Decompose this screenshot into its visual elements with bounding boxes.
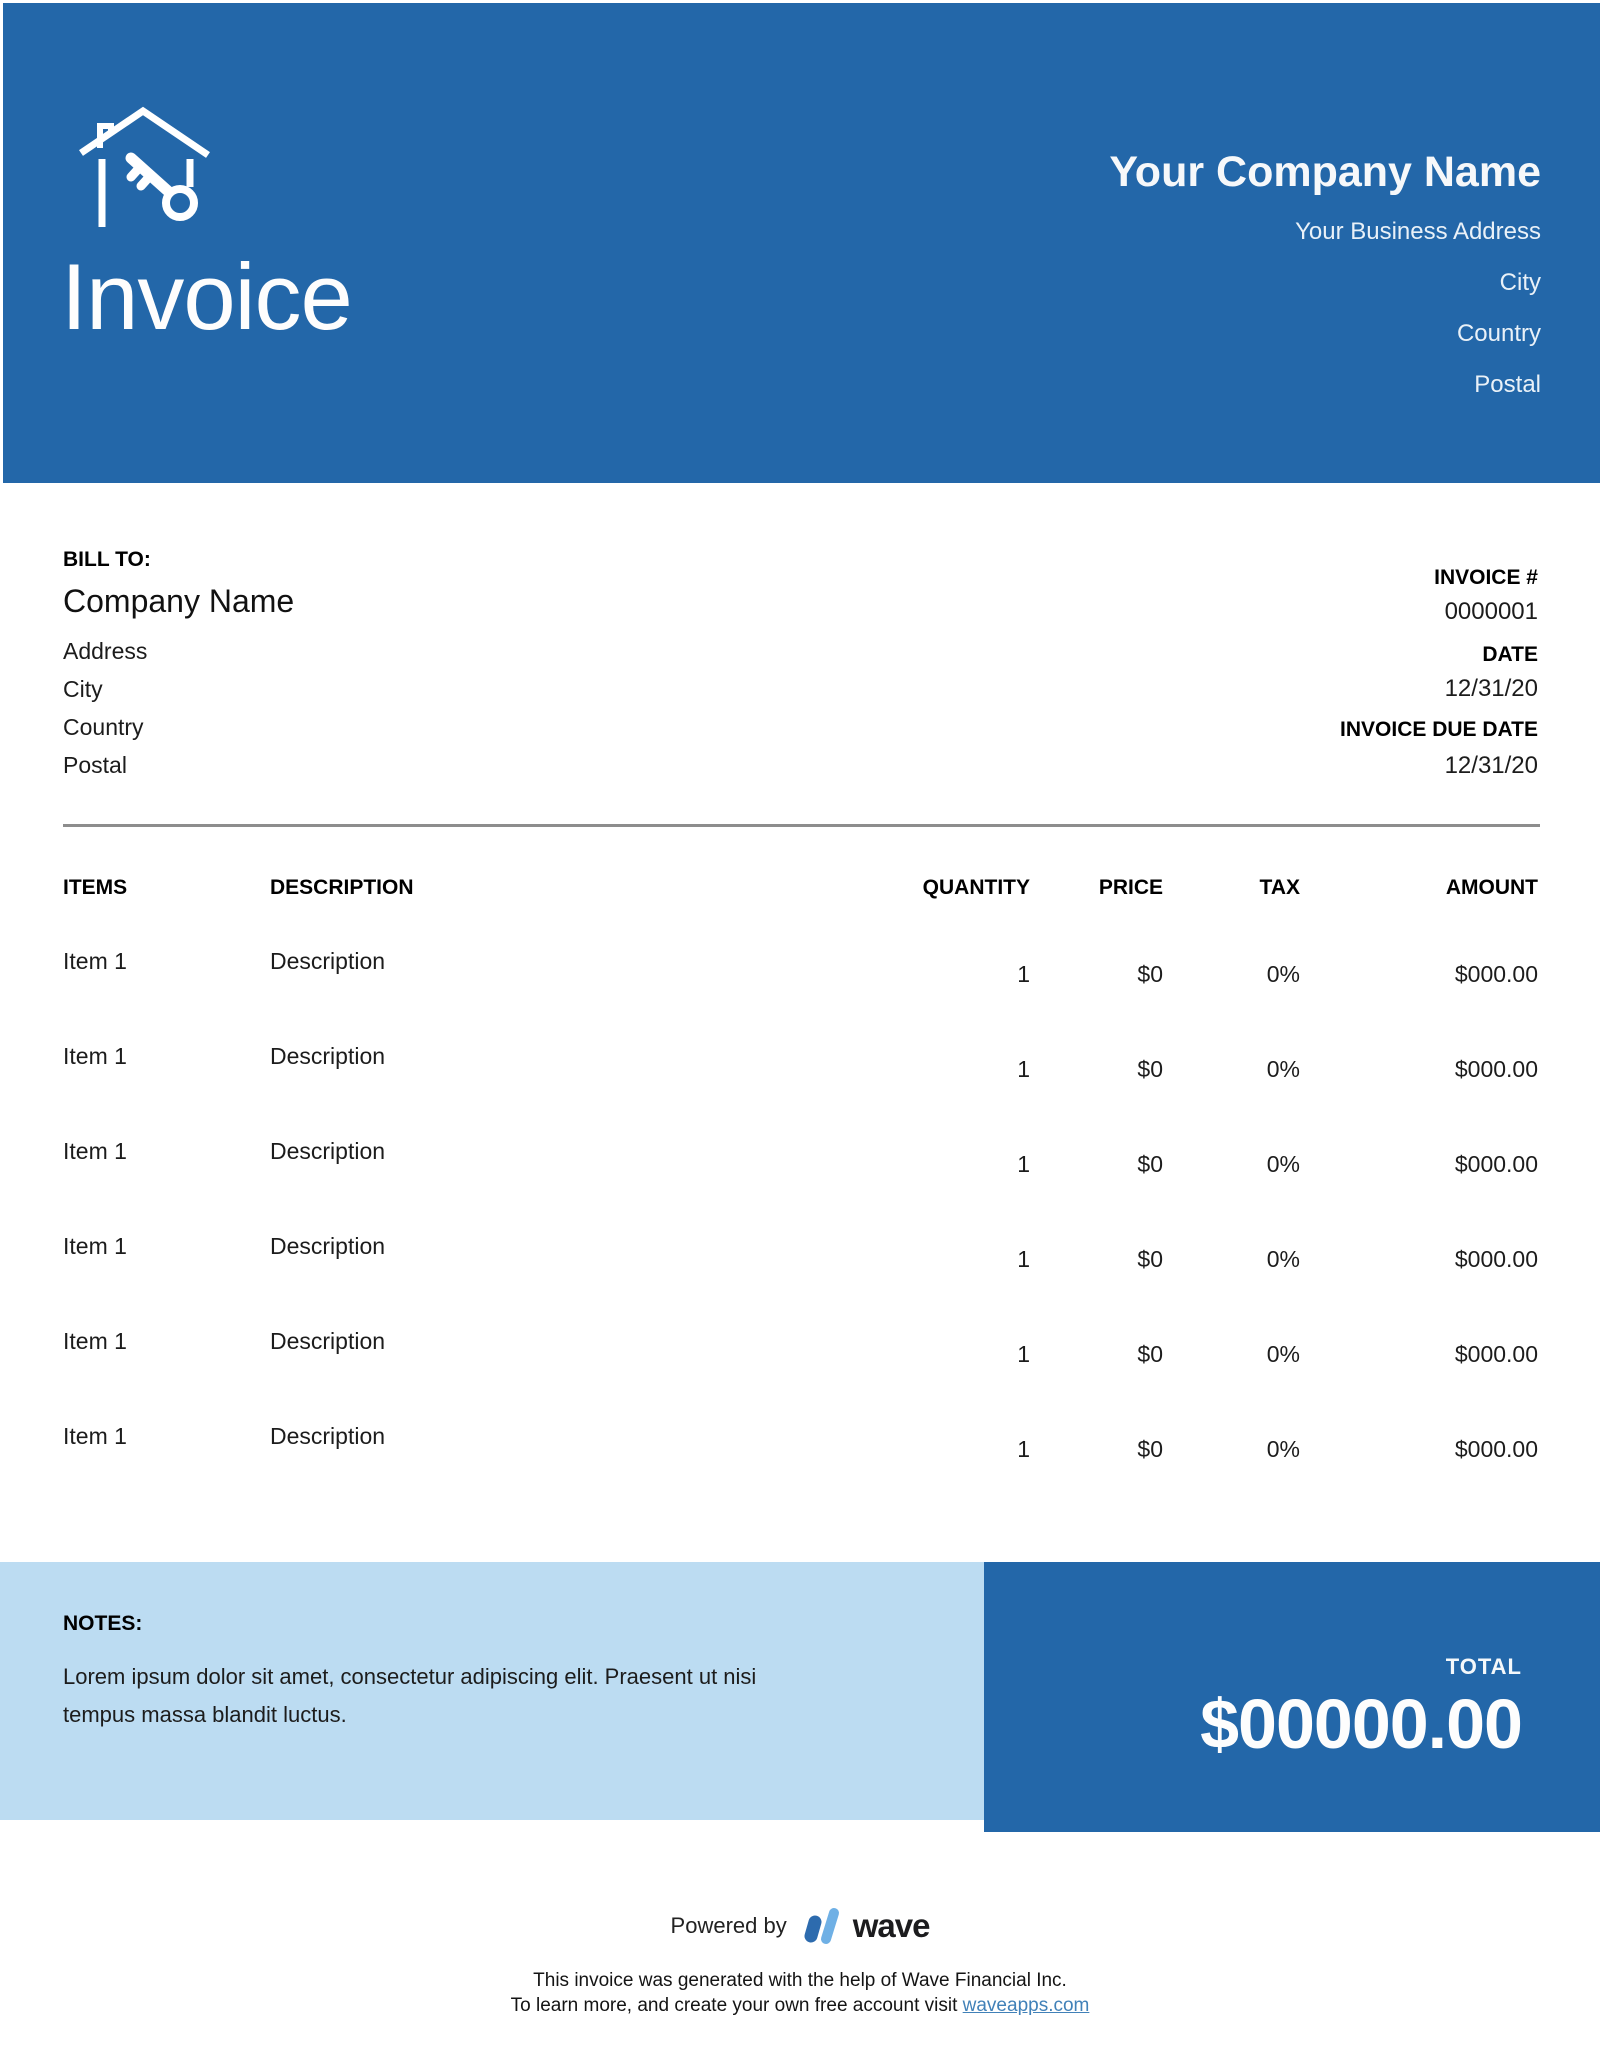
item-price-cell: $0 [1137,1341,1163,1367]
company-address-line: Country [1456,320,1541,347]
invoice-number-label: INVOICE # [1434,566,1538,589]
header-banner [3,3,1600,483]
column-header-price: PRICE [1098,876,1163,899]
bill-to-company: Company Name [63,583,295,619]
invoice-number-value: 0000001 [1444,598,1538,625]
item-name-cell: Item 1 [63,1043,127,1069]
item-description-cell: Description [270,1043,386,1069]
page-title: Invoice [61,244,352,349]
invoice-date-value: 12/31/20 [1444,675,1538,702]
wave-wordmark: wave [852,1907,930,1944]
total-panel [984,1562,1600,1832]
bill-to-address-line: Country [63,714,144,740]
column-header-items: ITEMS [63,876,128,899]
powered-by-text: Powered by [670,1913,787,1938]
bill-to-address-line: City [63,676,103,702]
table-row [0,1233,1600,1275]
item-amount-cell: $000.00 [1454,1246,1538,1272]
invoice-date-label: DATE [1482,643,1538,666]
item-price-cell: $0 [1137,1056,1163,1082]
column-header-amount: AMOUNT [1445,876,1538,899]
item-tax-cell: 0% [1266,961,1300,987]
item-name-cell: Item 1 [63,1233,127,1259]
item-price-cell: $0 [1137,1151,1163,1177]
notes-label: NOTES: [63,1612,143,1635]
item-name-cell: Item 1 [63,1423,127,1449]
footer-learn-more-prefix: To learn more, and create your own free account visit [510,1995,963,2016]
item-amount-cell: $000.00 [1454,1151,1538,1177]
item-amount-cell: $000.00 [1454,1436,1538,1462]
item-quantity-cell: 1 [1017,961,1030,987]
item-quantity-cell: 1 [1017,1151,1030,1177]
table-row [0,1328,1600,1370]
notes-panel [0,1562,984,1820]
item-price-cell: $0 [1137,961,1163,987]
item-tax-cell: 0% [1266,1246,1300,1272]
item-quantity-cell: 1 [1017,1341,1030,1367]
item-description-cell: Description [270,1423,386,1449]
item-tax-cell: 0% [1266,1056,1300,1082]
total-label: TOTAL [1445,1654,1522,1679]
section-divider [63,824,1540,827]
bill-to-address-line: Postal [63,752,127,778]
bill-to-label: BILL TO: [63,548,151,571]
item-name-cell: Item 1 [63,948,127,974]
bill-to-address [63,632,147,784]
item-amount-cell: $000.00 [1454,961,1538,987]
item-price-cell: $0 [1137,1436,1163,1462]
table-row [0,948,1600,990]
company-address-line: Postal [1474,371,1541,398]
table-row [0,1423,1600,1465]
house-key-logo-icon [78,103,213,231]
item-price-cell: $0 [1137,1246,1163,1272]
column-header-description: DESCRIPTION [270,876,414,899]
invoice-due-date-value: 12/31/20 [1444,752,1538,779]
item-tax-cell: 0% [1266,1436,1300,1462]
table-row [0,1138,1600,1180]
item-name-cell: Item 1 [63,1138,127,1164]
item-name-cell: Item 1 [63,1328,127,1354]
table-row [0,1043,1600,1085]
item-quantity-cell: 1 [1017,1436,1030,1462]
item-description-cell: Description [270,1233,386,1259]
invoice-due-date-label: INVOICE DUE DATE [1340,718,1538,741]
company-address-line: City [1499,269,1541,296]
column-header-tax: TAX [1259,876,1300,899]
company-address-line: Your Business Address [1295,218,1541,245]
item-amount-cell: $000.00 [1454,1056,1538,1082]
company-address [1295,206,1541,410]
footer-generated-text: This invoice was generated with the help of Wave Financial Inc. [533,1970,1067,1991]
item-description-cell: Description [270,1328,386,1354]
item-tax-cell: 0% [1266,1151,1300,1177]
item-description-cell: Description [270,1138,386,1164]
item-description-cell: Description [270,948,386,974]
item-quantity-cell: 1 [1017,1246,1030,1272]
wave-logo-icon [799,1905,841,1947]
company-name: Your Company Name [1109,148,1541,196]
powered-by-row [0,1905,1600,1947]
waveapps-link[interactable]: waveapps.com [962,1995,1090,2016]
item-quantity-cell: 1 [1017,1056,1030,1082]
item-amount-cell: $000.00 [1454,1341,1538,1367]
footer-learn-more-text [0,1995,1600,2017]
bill-to-address-line: Address [63,638,148,664]
notes-text: Lorem ipsum dolor sit amet, consectetur adipiscing elit. Praesent ut nisi tempus massa blandit luctus. [63,1664,757,1727]
item-tax-cell: 0% [1266,1341,1300,1367]
column-header-quantity: QUANTITY [922,876,1030,899]
total-amount: $00000.00 [1200,1685,1522,1763]
